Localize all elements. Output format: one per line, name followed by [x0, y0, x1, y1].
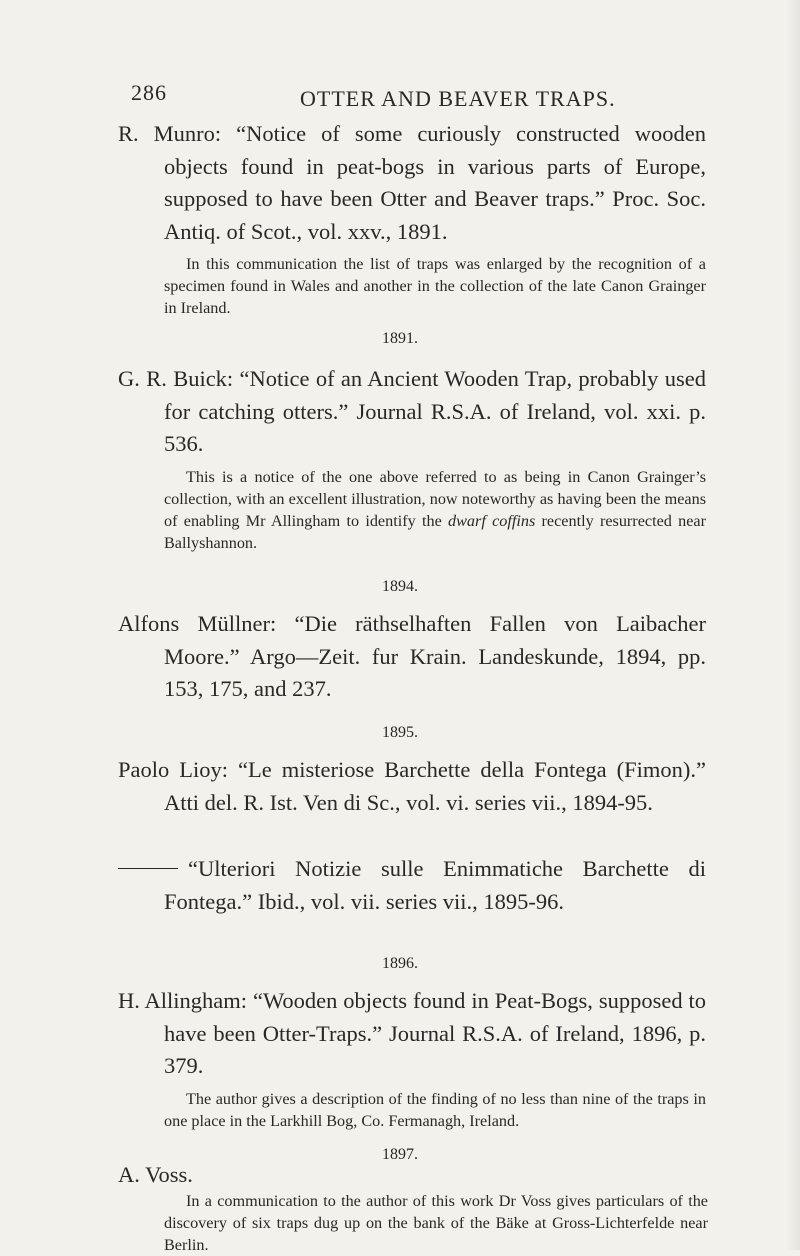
- bibliography-entry-buick: [118, 363, 706, 554]
- entry-citation: Paolo Lioy: “Le misteriose Barchette della Fontega (Fimon).” Atti del. R. Ist. Ven di Sc., vol. vi. series vii., 1894-95.: [118, 757, 706, 815]
- bibliography-entry-allingham: [118, 985, 706, 1132]
- entry-note: The author gives a description of the finding of no less than nine of the traps in one place in the Larkhill Bog, Co. Fermanagh, Ireland.: [164, 1089, 706, 1130]
- bibliography-entry-mullner: [118, 608, 706, 706]
- page-edge-shadow: [786, 0, 800, 1250]
- entry-citation: R. Munro: “Notice of some curiously constructed wooden objects found in peat-bogs in various parts of Europe, supposed to have been Otter and Beaver traps.” Proc. Soc. Antiq. of Scot., vol. xxv., 1891.: [118, 121, 706, 244]
- bibliography-entry-munro: [118, 118, 706, 319]
- note-text: recently resurrected near Ballyshannon.: [164, 511, 706, 552]
- year-heading: 1897.: [382, 1146, 418, 1163]
- year-heading: 1895.: [382, 724, 418, 741]
- entry-author: A. Voss.: [118, 1162, 193, 1187]
- year-heading: 1894.: [382, 578, 418, 595]
- entry-note: In a communication to the author of this work Dr Voss gives particulars of the discovery of six traps dug up on the bank of the Bäke at Gross-Lichterfelde near Berlin.: [164, 1192, 708, 1254]
- entry-note: [164, 466, 706, 554]
- year-heading: 1891.: [382, 330, 418, 347]
- bibliography-entry-lioy-continued: [118, 853, 706, 918]
- entry-note: In this communication the list of traps was enlarged by the recognition of a specimen found in Wales and another in the collection of the late Canon Grainger in Ireland.: [164, 255, 706, 317]
- page-number: 286: [131, 80, 167, 105]
- running-head: OTTER AND BEAVER TRAPS.: [300, 86, 616, 111]
- entry-citation: Alfons Müllner: “Die räthselhaften Fallen von Laibacher Moore.” Argo—Zeit. fur Krain. Landeskunde, 1894, pp. 153, 175, and 237.: [118, 611, 706, 701]
- entry-citation: G. R. Buick: “Notice of an Ancient Wooden Trap, probably used for catching otters.” Journal R.S.A. of Ireland, vol. xxi. p. 536.: [118, 366, 706, 456]
- entry-citation: H. Allingham: “Wooden objects found in Peat-Bogs, supposed to have been Otter-Traps.” Journal R.S.A. of Ireland, 1896, p. 379.: [118, 988, 706, 1078]
- year-heading: 1896.: [382, 955, 418, 972]
- entry-citation: [118, 853, 706, 918]
- note-text: This is a notice of the one above referred to as being in Canon Grainger’s collection, with an excellent illustration, now noteworthy as having been the means of enabling Mr Allingham to identify the: [164, 467, 706, 530]
- note-italic-text: dwarf coffins: [448, 511, 536, 530]
- entry-citation-text: “Ulteriori Notizie sulle Enimmatiche Barchette di Fontega.” Ibid., vol. vii. series vii., 1895-96.: [164, 856, 706, 914]
- bibliography-entry-lioy: [118, 754, 706, 819]
- ditto-dash: [118, 868, 178, 869]
